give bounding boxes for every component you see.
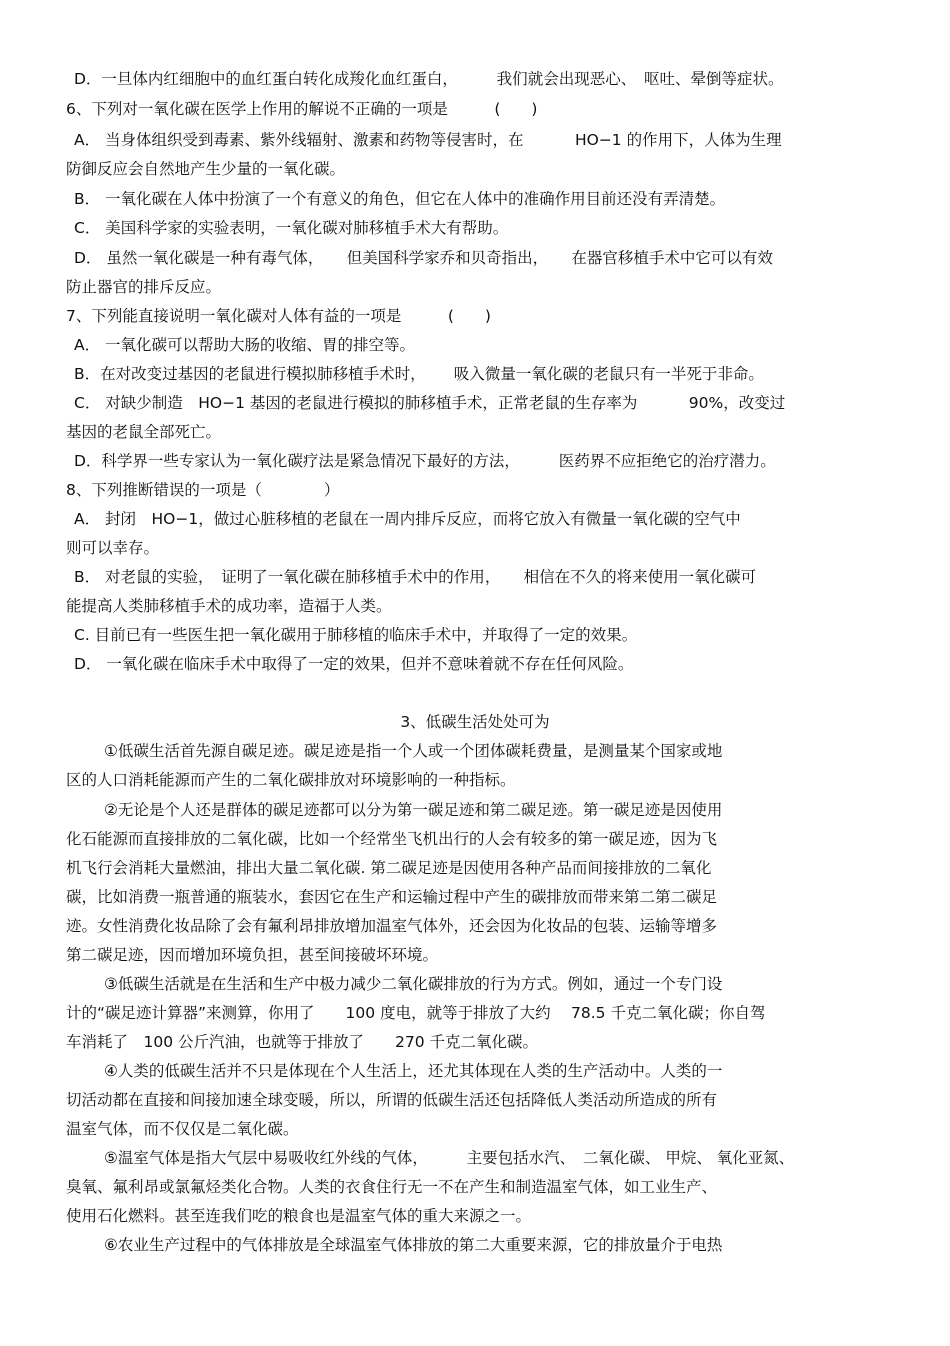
option-8b-line1: B． 对老鼠的实验， 证明了一氧化碳在肺移植手术中的作用， 相信在不久的将来使用一氧化碳可 — [74, 568, 757, 586]
article-paragraph-2-line6: 第二碳足迹，因而增加环境负担，甚至间接破坏环境。 — [66, 946, 439, 964]
option-8b-line2: 能提高人类肺移植手术的成功率，造福于人类。 — [66, 597, 392, 615]
article-paragraph-1-line1: ①低碳生活首先源自碳足迹。碳足迹是指一个人或一个团体碳耗费量，是测量某个国家或地 — [104, 742, 723, 760]
option-6b: B． 一氧化碳在人体中扮演了一个有意义的角色，但它在人体中的准确作用目前还没有弄清楚。 — [74, 190, 726, 208]
article-paragraph-4-line3: 温室气体，而不仅仅是二氧化碳。 — [66, 1120, 299, 1138]
option-8c: C. 目前已有一些医生把一氧化碳用于肺移植的临床手术中，并取得了一定的效果。 — [74, 626, 638, 644]
article-paragraph-2-line1: ②无论是个人还是群体的碳足迹都可以分为第一碳足迹和第二碳足迹。第一碳足迹是因使用 — [104, 801, 723, 819]
question-7: 7、下列能直接说明一氧化碳对人体有益的一项是 ( ) — [66, 307, 491, 325]
option-7d: D．科学界一些专家认为一氧化碳疗法是紧急情况下最好的方法， 医药界不应拒绝它的治疗潜力。 — [74, 452, 776, 470]
article-title: 3、低碳生活处处可为 — [400, 713, 550, 731]
option-6d-line1: D． 虽然一氧化碳是一种有毒气体， 但美国科学家乔和贝奇指出， 在器官移植手术中它可以有效 — [74, 249, 773, 267]
article-paragraph-2-line3: 机飞行会消耗大量燃油，排出大量二氧化碳. 第二碳足迹是因使用各种产品而间接排放的二氧化 — [66, 859, 712, 877]
article-paragraph-1-line2: 区的人口消耗能源而产生的二氧化碳排放对环境影响的一种指标。 — [66, 771, 516, 789]
option-6a-line1: A． 当身体组织受到毒素、紫外线辐射、激素和药物等侵害时，在 HO−1 的作用下，人体为生理 — [74, 131, 782, 149]
article-paragraph-5-line3: 使用石化燃料。甚至连我们吃的粮食也是温室气体的重大来源之一。 — [66, 1207, 532, 1225]
article-paragraph-5-line1: ⑤温室气体是指大气层中易吸收红外线的气体， 主要包括水汽、 二氧化碳、 甲烷、 氧化亚氮、 — [104, 1149, 795, 1167]
option-8d: D． 一氧化碳在临床手术中取得了一定的效果，但并不意味着就不存在任何风险。 — [74, 655, 634, 673]
option-5d: D．一旦体内红细胞中的血红蛋白转化成羧化血红蛋白， 我们就会出现恶心、 呕吐、晕倒等症状。 — [74, 70, 784, 88]
article-paragraph-6-line1: ⑥农业生产过程中的气体排放是全球温室气体排放的第二大重要来源，它的排放量介于电热 — [104, 1236, 723, 1254]
article-paragraph-4-line2: 切活动都在直接和间接加速全球变暖，所以，所谓的低碳生活还包括降低人类活动所造成的所有 — [66, 1091, 718, 1109]
option-8a-line2: 则可以幸存。 — [66, 539, 160, 557]
article-paragraph-4-line1: ④人类的低碳生活并不只是体现在个人生活上，还尤其体现在人类的生产活动中。人类的一 — [104, 1062, 723, 1080]
article-paragraph-3-line1: ③低碳生活就是在生活和生产中极力减少二氧化碳排放的行为方式。例如，通过一个专门设 — [104, 975, 723, 993]
option-7c-line1: C． 对缺少制造 HO−1 基因的老鼠进行模拟的肺移植手术，正常老鼠的生存率为 90%，改变过 — [74, 394, 786, 412]
article-paragraph-3-line3: 车消耗了 100 公斤汽油，也就等于排放了 270 千克二氧化碳。 — [66, 1033, 539, 1051]
option-6c: C． 美国科学家的实验表明，一氧化碳对肺移植手术大有帮助。 — [74, 219, 509, 237]
article-paragraph-2-line4: 碳，比如消费一瓶普通的瓶装水，套因它在生产和运输过程中产生的碳排放而带来第二第二碳足 — [66, 888, 718, 906]
article-paragraph-2-line5: 迹。女性消费化妆品除了会有氟利昂排放增加温室气体外，还会因为化妆品的包装、运输等增多 — [66, 917, 718, 935]
option-8a-line1: A． 封闭 HO−1，做过心脏移植的老鼠在一周内排斥反应，而将它放入有微量一氧化碳的空气中 — [74, 510, 741, 528]
article-paragraph-3-line2: 计的“碳足迹计算器”来测算，你用了 100 度电，就等于排放了大约 78.5 千克二氧化碳；你自驾 — [66, 1004, 766, 1022]
option-7c-line2: 基因的老鼠全部死亡。 — [66, 423, 222, 441]
option-7a: A． 一氧化碳可以帮助大肠的收缩、胃的排空等。 — [74, 336, 416, 354]
option-7b: B．在对改变过基因的老鼠进行模拟肺移植手术时， 吸入微量一氧化碳的老鼠只有一半死于非命。 — [74, 365, 764, 383]
article-paragraph-5-line2: 臭氧、氟利昂或氯氟烃类化合物。人类的衣食住行无一不在产生和制造温室气体，如工业生产、 — [66, 1178, 718, 1196]
option-6a-line2: 防御反应会自然地产生少量的一氧化碳。 — [66, 160, 346, 178]
option-6d-line2: 防止器官的排斥反应。 — [66, 278, 222, 296]
question-8: 8、下列推断错误的一项是（ ） — [66, 481, 340, 499]
question-6: 6、下列对一氧化碳在医学上作用的解说不正确的一项是 ( ) — [66, 100, 538, 118]
article-paragraph-2-line2: 化石能源而直接排放的二氧化碳，比如一个经常坐飞机出行的人会有较多的第一碳足迹，因为飞 — [66, 830, 718, 848]
